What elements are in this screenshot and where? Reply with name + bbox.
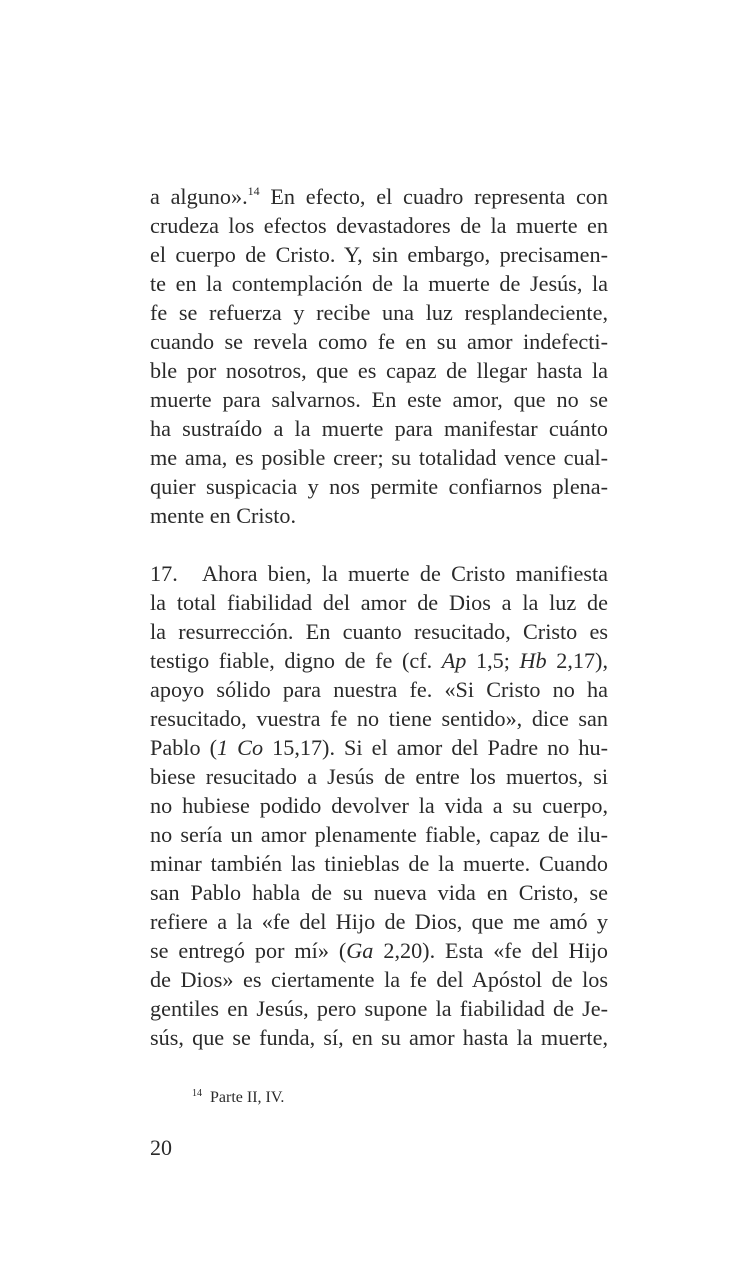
text-line: muerte para salvarnos. En este amor, que no se bbox=[150, 387, 608, 412]
citation-1co: 1 Co bbox=[217, 735, 264, 760]
text-line: fe se refuerza y recibe una luz resplandeciente, bbox=[150, 300, 608, 325]
paragraph-1 bbox=[150, 182, 608, 530]
text-line: Pablo (1 Co 15,17). Si el amor del Padre no hu- bbox=[150, 735, 608, 760]
text-line: mente en Cristo. bbox=[150, 503, 297, 528]
text-line: minar también las tinieblas de la muerte. Cuando bbox=[150, 851, 608, 876]
text-line: no sería un amor plenamente fiable, capaz de ilu- bbox=[150, 822, 608, 847]
citation-ga: Ga bbox=[346, 938, 374, 963]
paragraph-number: 17. bbox=[150, 561, 178, 586]
text-line: se entregó por mí» (Ga 2,20). Esta «fe del Hijo bbox=[150, 938, 608, 963]
page-number: 20 bbox=[150, 1135, 172, 1160]
footnote-text: Parte II, IV. bbox=[210, 1089, 285, 1106]
text-line: el cuerpo de Cristo. Y, sin embargo, precisamen- bbox=[150, 242, 608, 267]
footnote-number: 14 bbox=[192, 1088, 202, 1099]
text-line: refiere a la «fe del Hijo de Dios, que me amó y bbox=[150, 909, 608, 934]
text-line: testigo fiable, digno de fe (cf. Ap 1,5; Hb 2,17), bbox=[150, 648, 608, 673]
text-line: resucitado, vuestra fe no tiene sentido», dice san bbox=[150, 706, 608, 731]
text-line: apoyo sólido para nuestra fe. «Si Cristo no ha bbox=[150, 677, 608, 702]
text-line: crudeza los efectos devastadores de la muerte en bbox=[150, 213, 608, 238]
text-line: ha sustraído a la muerte para manifestar cuánto bbox=[150, 416, 608, 441]
text-line: de Dios» es ciertamente la fe del Apóstol de los bbox=[150, 967, 608, 992]
text-line: no hubiese podido devolver la vida a su cuerpo, bbox=[150, 793, 608, 818]
text-line: te en la contemplación de la muerte de Jesús, la bbox=[150, 271, 608, 296]
text-line: quier suspicacia y nos permite confiarnos plena- bbox=[150, 474, 608, 499]
text-line: cuando se revela como fe en su amor indefecti- bbox=[150, 329, 608, 354]
paragraph-2 bbox=[150, 559, 608, 1052]
text-line: biese resucitado a Jesús de entre los muertos, si bbox=[150, 764, 608, 789]
text-line: ble por nosotros, que es capaz de llegar hasta la bbox=[150, 358, 608, 383]
text-line: me ama, es posible creer; su totalidad vence cual- bbox=[150, 445, 608, 470]
footnote bbox=[192, 1088, 284, 1108]
text-line: 17. Ahora bien, la muerte de Cristo manifiesta bbox=[150, 561, 608, 586]
text-line: la total fiabilidad del amor de Dios a la luz de bbox=[150, 590, 608, 615]
citation-hb: Hb bbox=[519, 648, 547, 673]
text-line: san Pablo habla de su nueva vida en Cristo, se bbox=[150, 880, 608, 905]
text-line: a alguno».$^{14}$ En efecto, el cuadro representa con bbox=[150, 184, 608, 209]
paragraph-gap bbox=[150, 530, 608, 559]
text-line: sús, que se funda, sí, en su amor hasta la muerte, bbox=[150, 1025, 608, 1050]
text-line: la resurrección. En cuanto resucitado, Cristo es bbox=[150, 619, 608, 644]
citation-ap: Ap bbox=[441, 648, 467, 673]
page-body bbox=[150, 182, 608, 1052]
text-line: gentiles en Jesús, pero supone la fiabilidad de Je- bbox=[150, 996, 608, 1021]
footnote-reference: 14 bbox=[247, 184, 260, 198]
